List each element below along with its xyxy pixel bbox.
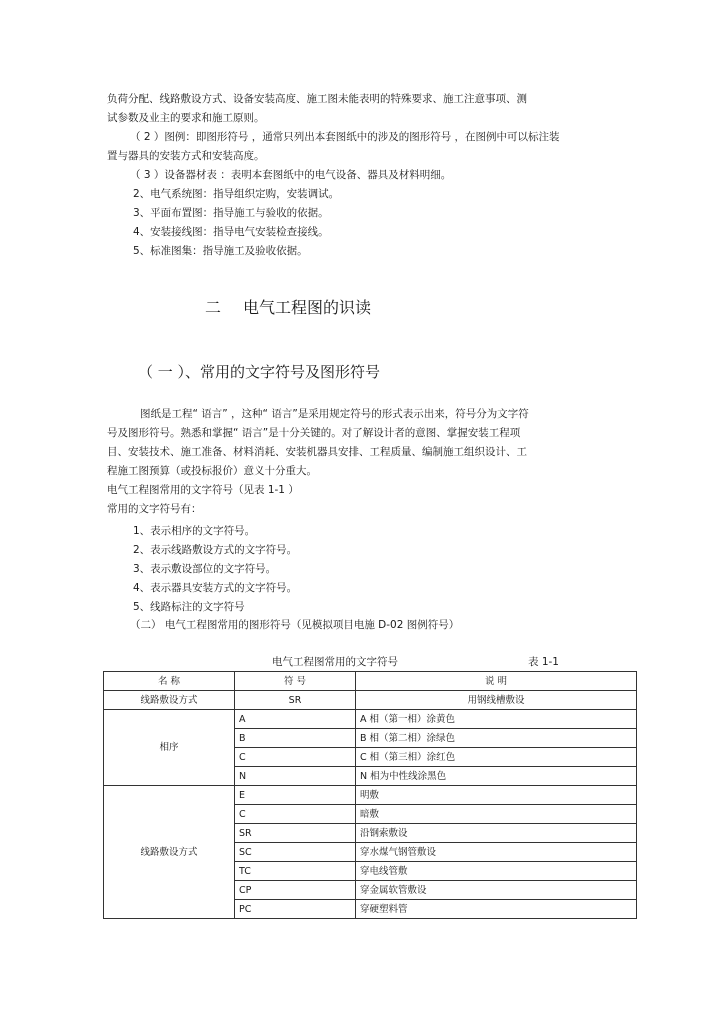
cell-symbol: TC <box>235 862 356 881</box>
cell-group-name: 相序 <box>104 710 235 786</box>
table-row <box>104 710 637 729</box>
cell-description: 用钢线槽敷设 <box>356 691 637 710</box>
body-line-4: 程施工图预算（或投标报价）意义十分重大。 <box>107 465 317 477</box>
intro-line-1: 负荷分配、线路敷设方式、设备安装高度、施工图未能表明的特殊要求、施工注意事项、测 <box>107 93 527 105</box>
cell-symbol: SR <box>235 824 356 843</box>
list-item: 3、表示敷设部位的文字符号。 <box>133 563 277 575</box>
cell-description: 沿钢索敷设 <box>356 824 637 843</box>
cell-description: 明敷 <box>356 786 637 805</box>
cell-symbol: SR <box>235 691 356 710</box>
body-line-5: 电气工程图常用的文字符号（见表 1-1 ） <box>107 484 299 496</box>
list-item: 4、表示器具安装方式的文字符号。 <box>133 582 298 594</box>
intro-line-6: 2、电气系统图：指导组织定购，安装调试。 <box>133 188 340 200</box>
subsection-heading: （ 一 ）、常用的文字符号及图形符号 <box>138 363 381 381</box>
intro-line-3: （ 2 ）图例：即图形符号 ，通常只列出本套图纸中的涉及的图形符号 ，在图例中可以标注装 <box>130 131 560 143</box>
body-line-3: 目、安装技术、施工准备、材料消耗、安装机器具安排、工程质量、编制施工组织设计、工 <box>107 446 527 458</box>
list-item: 2、表示线路敷设方式的文字符号。 <box>133 544 298 556</box>
symbol-table <box>103 671 637 919</box>
list-item: 5、线路标注的文字符号 <box>133 601 245 613</box>
intro-line-4: 置与器具的安装方式和安装高度。 <box>107 150 265 162</box>
section-title: 电气工程图的识读 <box>243 298 372 317</box>
cell-symbol: C <box>235 748 356 767</box>
cell-group-name: 线路敷设方式 <box>104 786 235 919</box>
cell-description: 暗敷 <box>356 805 637 824</box>
cell-name: 线路敷设方式 <box>104 691 235 710</box>
cell-symbol: E <box>235 786 356 805</box>
cell-symbol: CP <box>235 881 356 900</box>
cell-description: 穿硬塑料管 <box>356 900 637 919</box>
cell-description: 穿电线管敷 <box>356 862 637 881</box>
cell-symbol: N <box>235 767 356 786</box>
intro-line-9: 5、标准图集：指导施工及验收依据。 <box>133 245 308 257</box>
header-name: 名 称 <box>104 672 235 691</box>
cell-symbol: C <box>235 805 356 824</box>
table-caption: 电气工程图常用的文字符号 <box>272 656 398 668</box>
intro-line-7: 3、平面布置图：指导施工与验收的依据。 <box>133 207 329 219</box>
body-line-7: （二） 电气工程图常用的图形符号（见模拟项目电施 D-02 图例符号） <box>130 619 460 631</box>
table-number: 表 1-1 <box>528 656 559 668</box>
cell-description: 穿水煤气钢管敷设 <box>356 843 637 862</box>
header-description: 说 明 <box>356 672 637 691</box>
cell-description: N 相为中性线涂黑色 <box>356 767 637 786</box>
cell-symbol: PC <box>235 900 356 919</box>
section-heading <box>205 298 371 318</box>
table-row <box>104 691 637 710</box>
table-row <box>104 786 637 805</box>
cell-description: 穿金属软管敷设 <box>356 881 637 900</box>
body-line-2: 号及图形符号。熟悉和掌握“ 语言”是十分关键的。对了解设计者的意图、掌握安装工程项 <box>107 427 521 439</box>
body-line-1: 图纸是工程“ 语言” ，这种“ 语言”是采用规定符号的形式表示出来，符号分为文字符 <box>140 408 529 420</box>
intro-line-2: 试参数及业主的要求和施工原则。 <box>107 112 265 124</box>
cell-description: C 相（第三相）涂红色 <box>356 748 637 767</box>
cell-symbol: SC <box>235 843 356 862</box>
list-item: 1、表示相序的文字符号。 <box>133 525 256 537</box>
intro-line-5: （ 3 ）设备器材表 ：表明本套图纸中的电气设备、器具及材料明细。 <box>130 169 452 181</box>
intro-line-8: 4、安装接线图：指导电气安装检查接线。 <box>133 226 329 238</box>
cell-symbol: B <box>235 729 356 748</box>
header-symbol: 符 号 <box>235 672 356 691</box>
cell-symbol: A <box>235 710 356 729</box>
cell-description: A 相（第一相）涂黄色 <box>356 710 637 729</box>
body-line-6: 常用的文字符号有： <box>107 503 202 515</box>
cell-description: B 相（第二相）涂绿色 <box>356 729 637 748</box>
table-header-row <box>104 672 637 691</box>
section-number: 二 <box>205 298 222 317</box>
